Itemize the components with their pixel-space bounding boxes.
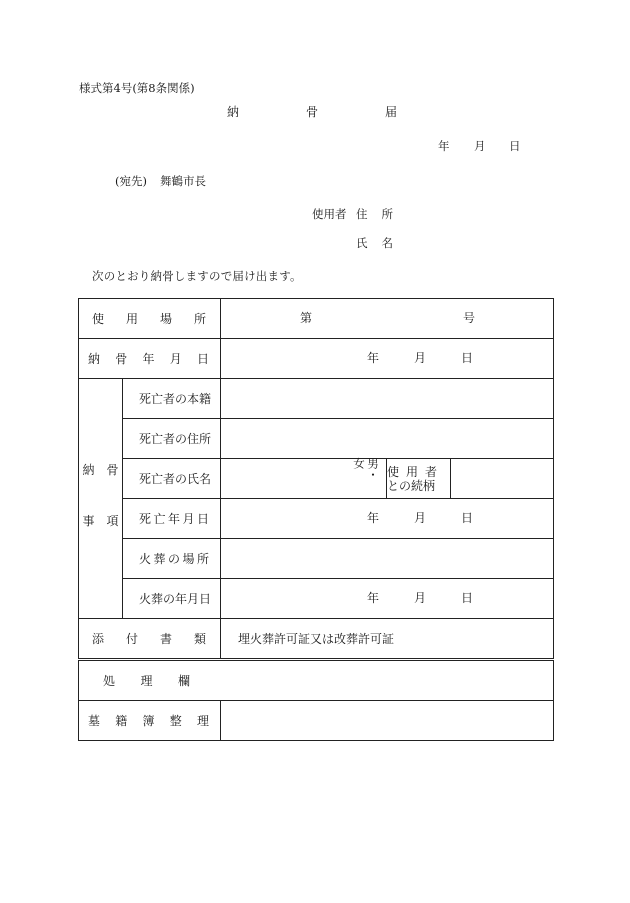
attachments-value-cell [221, 619, 554, 660]
header-date-year: 年 [438, 139, 450, 153]
death-date-month: 月 [414, 511, 427, 525]
death-date-year: 年 [367, 511, 380, 525]
details-group-label-line1: 納骨 [82, 463, 119, 477]
use-location-suffix: 号 [463, 311, 476, 325]
relation-label-line2: との続柄 [387, 478, 436, 493]
row-use-location [79, 299, 554, 339]
attachments-value: 埋火葬許可証又は改葬許可証 [238, 631, 395, 646]
interment-date-month: 月 [414, 351, 427, 365]
header-date-month: 月 [474, 139, 486, 153]
use-location-label: 使用場所 [92, 311, 206, 326]
addressee-name: 舞鶴市長 [160, 174, 206, 188]
row-processing [79, 660, 554, 701]
addressee-label: (宛先) [115, 174, 147, 188]
interment-date-label: 納骨年月日 [88, 351, 209, 366]
use-location-label-cell [79, 299, 221, 339]
applicant-name-label: 氏名 [356, 236, 393, 250]
interment-date-day: 日 [461, 351, 474, 365]
row-interment-date [79, 339, 554, 379]
applicant-address-label: 住所 [356, 207, 393, 221]
notification-table [78, 298, 554, 741]
row-deceased-name [79, 459, 554, 499]
death-date-day: 日 [461, 511, 474, 525]
death-date-label: 死亡年月日 [139, 511, 209, 526]
row-grave-register [79, 701, 554, 741]
statement-text: 次のとおり納骨しますので届け出ます。 [92, 269, 302, 283]
row-cremation-place [79, 539, 554, 579]
grave-register-label-cell [79, 701, 221, 741]
details-group-cell [79, 379, 123, 619]
cremation-date-day: 日 [461, 591, 474, 605]
deceased-address-value-cell [221, 419, 554, 459]
processing-label: 処理欄 [103, 673, 190, 688]
registered-domicile-value-cell [221, 379, 554, 419]
cremation-place-value-cell [221, 539, 554, 579]
sex-options: 男・女 [352, 457, 380, 481]
interment-date-value-cell [221, 339, 554, 379]
relation-label-line1: 使用者 [387, 464, 437, 479]
attachments-label-cell [79, 619, 221, 660]
interment-date-label-cell [79, 339, 221, 379]
relation-label-cell [387, 459, 451, 499]
row-death-date [79, 499, 554, 539]
deceased-name-value-cell [221, 459, 387, 499]
cremation-place-label: 火葬の場所 [139, 551, 209, 566]
interment-date-year: 年 [367, 351, 380, 365]
deceased-name-label: 死亡者の氏名 [139, 471, 212, 486]
details-group-label-line2: 事項 [82, 514, 119, 528]
document-title: 納骨届 [227, 105, 397, 119]
row-deceased-address [79, 419, 554, 459]
registered-domicile-label-cell [123, 379, 221, 419]
cremation-place-label-cell [123, 539, 221, 579]
attachments-label: 添付書類 [92, 631, 206, 646]
cremation-date-label-cell [123, 579, 221, 619]
use-location-value-cell [221, 299, 554, 339]
applicant-label: 使用者 [312, 207, 347, 221]
header-date-day: 日 [509, 139, 521, 153]
death-date-label-cell [123, 499, 221, 539]
death-date-value-cell [221, 499, 554, 539]
grave-register-label: 墓籍簿整理 [88, 713, 209, 728]
row-registered-domicile [79, 379, 554, 419]
deceased-address-label-cell [123, 419, 221, 459]
use-location-prefix: 第 [300, 311, 313, 325]
cremation-date-year: 年 [367, 591, 380, 605]
row-cremation-date [79, 579, 554, 619]
relation-value-cell [451, 459, 554, 499]
row-attachments [79, 619, 554, 660]
cremation-date-label: 火葬の年月日 [139, 591, 212, 606]
form-number: 様式第4号(第8条関係) [79, 81, 195, 95]
registered-domicile-label: 死亡者の本籍 [139, 391, 212, 406]
grave-register-value-cell [221, 701, 554, 741]
deceased-address-label: 死亡者の住所 [139, 431, 212, 446]
cremation-date-value-cell [221, 579, 554, 619]
processing-label-cell [79, 660, 554, 701]
deceased-name-label-cell [123, 459, 221, 499]
cremation-date-month: 月 [414, 591, 427, 605]
